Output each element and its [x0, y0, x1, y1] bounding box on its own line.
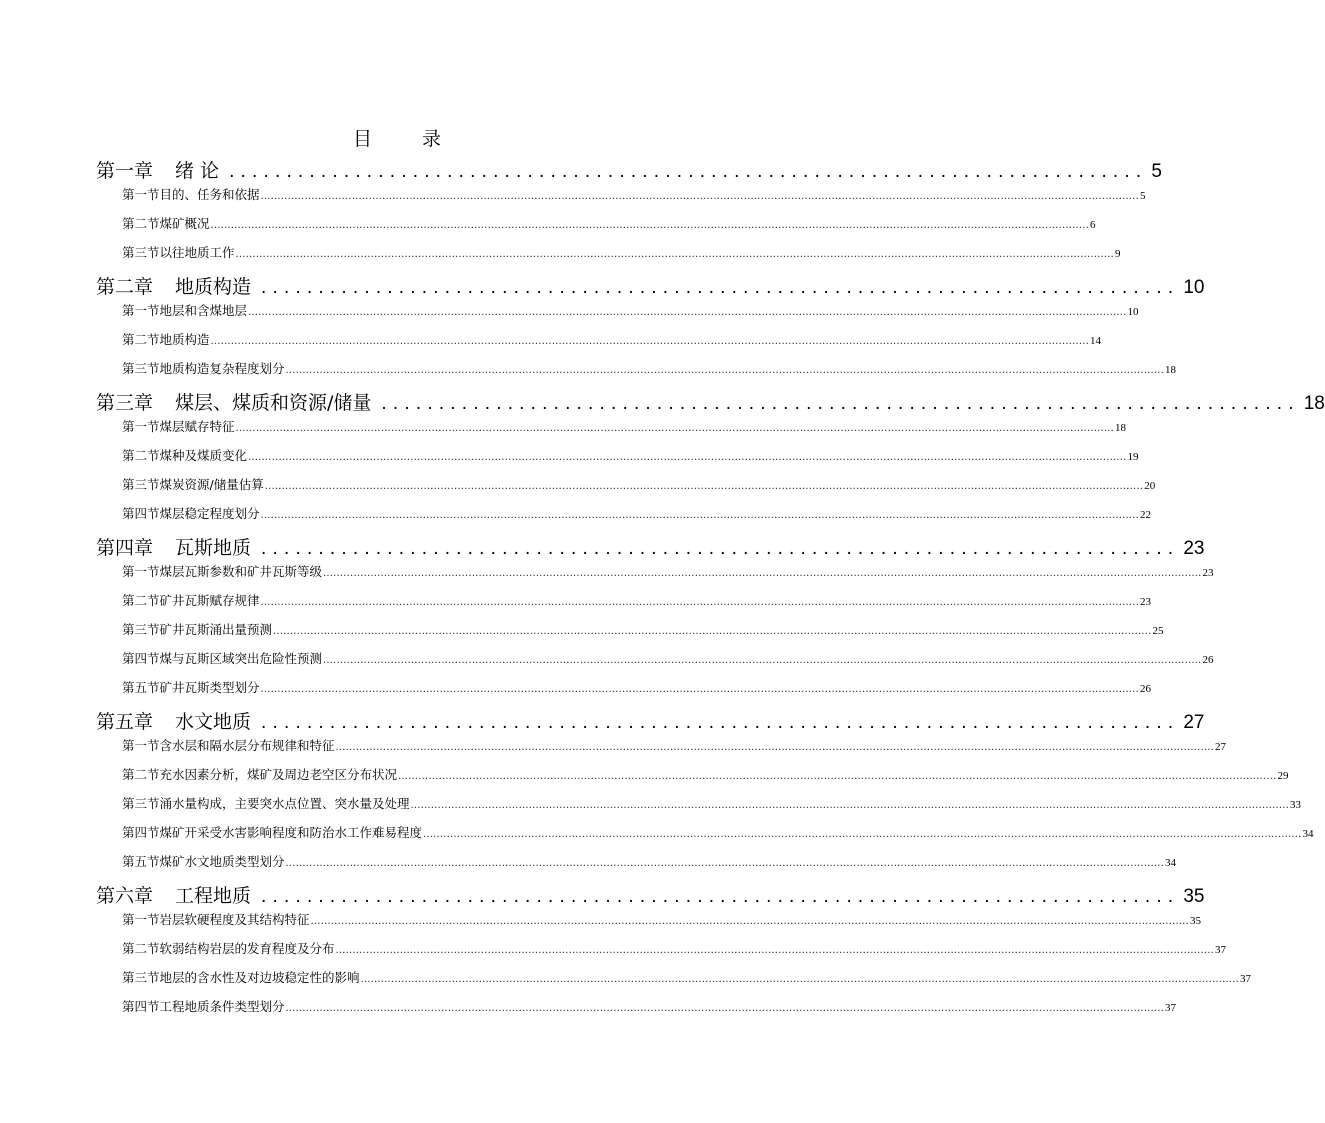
chapter-label: 第六章 — [96, 885, 154, 907]
section-entry[interactable] — [96, 243, 1121, 272]
section-index: 第二节 — [122, 767, 160, 782]
dot-leader: .................................................................................................................................................................................................................................................................... — [310, 916, 1189, 927]
dot-leader: .................................................................................................................................................................................................................................................................... — [260, 191, 1139, 202]
section-page-number: 34 — [1302, 828, 1314, 840]
chapter-entry[interactable] — [96, 156, 1162, 185]
section-index: 第四节 — [122, 506, 160, 521]
chapter-label: 第三章 — [96, 392, 154, 414]
section-title: 地层和含煤地层 — [159, 303, 248, 318]
section-title: 煤矿水文地质类型划分 — [159, 854, 285, 869]
table-of-contents — [96, 156, 1325, 1026]
dot-leader: .................................................................................................................................................................................................................................................................... — [235, 423, 1114, 434]
toc-heading-char-1: 目 — [352, 128, 372, 150]
section-page-number: 5 — [1140, 190, 1146, 202]
section-page-number: 23 — [1202, 567, 1214, 579]
dot-leader: .................................................................................................................................................................................................................................................................... — [248, 452, 1127, 463]
section-entry[interactable] — [96, 214, 1096, 243]
section-title: 煤矿概况 — [159, 216, 210, 231]
dot-leader: ................................................................................ — [261, 712, 1180, 733]
section-entry[interactable] — [96, 446, 1139, 475]
dot-leader: .................................................................................................................................................................................................................................................................... — [210, 336, 1089, 347]
section-title: 矿井瓦斯赋存规律 — [159, 593, 260, 608]
section-entry[interactable] — [96, 591, 1151, 620]
section-page-number: 25 — [1152, 625, 1164, 637]
section-title: 煤炭资源/储量估算 — [159, 477, 264, 492]
section-page-number: 18 — [1165, 364, 1176, 376]
section-title: 目的、任务和依据 — [159, 187, 260, 202]
chapter-title: 煤层、煤质和资源/储量 — [175, 392, 372, 414]
chapter-page-number: 27 — [1183, 712, 1205, 733]
section-page-number: 9 — [1115, 248, 1121, 260]
section-entry[interactable] — [96, 301, 1139, 330]
dot-leader: .................................................................................................................................................................................................................................................................... — [273, 626, 1152, 637]
section-page-number: 37 — [1240, 973, 1251, 985]
chapter-title: 瓦斯地质 — [175, 537, 252, 559]
dot-leader: .................................................................................................................................................................................................................................................................... — [285, 1003, 1164, 1014]
chapter-entry[interactable] — [96, 881, 1205, 910]
section-index: 第四节 — [122, 825, 160, 840]
section-index: 第二节 — [122, 941, 160, 956]
section-entry[interactable] — [96, 968, 1251, 997]
section-index: 第三节 — [122, 970, 160, 985]
section-index: 第三节 — [122, 796, 160, 811]
section-entry[interactable] — [96, 939, 1226, 968]
chapter-title: 绪 论 — [175, 160, 220, 182]
dot-leader: .................................................................................................................................................................................................................................................................... — [335, 742, 1214, 753]
section-index: 第五节 — [122, 680, 160, 695]
section-page-number: 37 — [1165, 1002, 1176, 1014]
section-page-number: 23 — [1140, 596, 1151, 608]
section-entry[interactable] — [96, 185, 1146, 214]
section-title: 煤矿开采受水害影响程度和防治水工作难易程度 — [159, 825, 423, 840]
section-index: 第三节 — [122, 622, 160, 637]
dot-leader: .................................................................................................................................................................................................................................................................... — [260, 510, 1139, 521]
section-index: 第四节 — [122, 651, 160, 666]
chapter-page-number: 35 — [1183, 886, 1205, 907]
chapter-label: 第一章 — [96, 160, 154, 182]
chapter-page-number: 23 — [1183, 538, 1205, 559]
section-page-number: 34 — [1165, 857, 1176, 869]
dot-leader: .................................................................................................................................................................................................................................................................... — [410, 800, 1289, 811]
section-index: 第二节 — [122, 332, 160, 347]
section-title: 煤种及煤质变化 — [159, 448, 248, 463]
dot-leader: ................................................................................ — [261, 277, 1180, 298]
section-index: 第一节 — [122, 738, 160, 753]
section-index: 第二节 — [122, 448, 160, 463]
chapter-entry[interactable] — [96, 272, 1205, 301]
dot-leader: .................................................................................................................................................................................................................................................................... — [235, 249, 1114, 260]
section-index: 第五节 — [122, 854, 160, 869]
section-page-number: 19 — [1127, 451, 1139, 463]
section-title: 煤层稳定程度划分 — [159, 506, 260, 521]
dot-leader: .................................................................................................................................................................................................................................................................... — [264, 481, 1144, 492]
section-title: 以往地质工作 — [159, 245, 235, 260]
dot-leader: .................................................................................................................................................................................................................................................................... — [323, 568, 1202, 579]
section-page-number: 6 — [1090, 219, 1096, 231]
section-page-number: 18 — [1115, 422, 1126, 434]
dot-leader: .................................................................................................................................................................................................................................................................... — [210, 220, 1089, 231]
dot-leader: .................................................................................................................................................................................................................................................................... — [260, 684, 1139, 695]
section-entry[interactable] — [96, 910, 1201, 939]
section-page-number: 20 — [1144, 480, 1156, 492]
section-title: 软弱结构岩层的发育程度及分布 — [159, 941, 335, 956]
section-title: 地质构造 — [159, 332, 210, 347]
toc-heading-char-2: 录 — [422, 128, 442, 150]
dot-leader: ................................................................................ — [261, 886, 1180, 907]
section-title: 岩层软硬程度及其结构特征 — [159, 912, 310, 927]
section-entry[interactable] — [96, 736, 1226, 765]
section-title: 煤与瓦斯区域突出危险性预测 — [159, 651, 323, 666]
dot-leader: ................................................................................ — [261, 538, 1180, 559]
section-page-number: 27 — [1215, 741, 1226, 753]
chapter-entry[interactable] — [96, 388, 1325, 417]
section-index: 第二节 — [122, 216, 160, 231]
chapter-label: 第四章 — [96, 537, 154, 559]
section-entry[interactable] — [96, 678, 1151, 707]
section-title: 工程地质条件类型划分 — [159, 999, 285, 1014]
dot-leader: ................................................................................ — [381, 393, 1300, 414]
section-page-number: 37 — [1215, 944, 1226, 956]
chapter-label: 第五章 — [96, 711, 154, 733]
section-title: 煤层赋存特征 — [159, 419, 235, 434]
section-title: 地层的含水性及对边坡稳定性的影响 — [159, 970, 360, 985]
section-title: 煤层瓦斯参数和矿井瓦斯等级 — [159, 564, 323, 579]
section-entry[interactable] — [96, 794, 1301, 823]
section-page-number: 22 — [1140, 509, 1151, 521]
section-title: 涌水量构成，主要突水点位置、突水量及处理 — [159, 796, 410, 811]
section-title: 地质构造复杂程度划分 — [159, 361, 285, 376]
dot-leader: .................................................................................................................................................................................................................................................................... — [248, 307, 1127, 318]
dot-leader: .................................................................................................................................................................................................................................................................... — [260, 597, 1139, 608]
section-page-number: 14 — [1090, 335, 1101, 347]
chapter-title: 地质构造 — [175, 276, 252, 298]
dot-leader: .................................................................................................................................................................................................................................................................... — [285, 365, 1164, 376]
section-entry[interactable] — [96, 823, 1314, 852]
section-entry[interactable] — [96, 649, 1214, 678]
section-entry[interactable] — [96, 997, 1176, 1026]
section-index: 第四节 — [122, 999, 160, 1014]
section-entry[interactable] — [96, 620, 1164, 649]
section-page-number: 26 — [1202, 654, 1214, 666]
dot-leader: .................................................................................................................................................................................................................................................................... — [335, 945, 1214, 956]
section-index: 第二节 — [122, 593, 160, 608]
section-entry[interactable] — [96, 417, 1126, 446]
section-page-number: 35 — [1190, 915, 1201, 927]
section-index: 第一节 — [122, 303, 160, 318]
chapter-title: 水文地质 — [175, 711, 252, 733]
toc-heading — [0, 124, 794, 151]
section-title: 充水因素分析，煤矿及周边老空区分布状况 — [159, 767, 398, 782]
chapter-title: 工程地质 — [175, 885, 252, 907]
section-page-number: 29 — [1277, 770, 1289, 782]
dot-leader: .................................................................................................................................................................................................................................................................... — [398, 771, 1277, 782]
dot-leader: .................................................................................................................................................................................................................................................................... — [285, 858, 1164, 869]
section-index: 第一节 — [122, 564, 160, 579]
section-index: 第三节 — [122, 361, 160, 376]
chapter-entry[interactable] — [96, 707, 1205, 736]
chapter-page-number: 18 — [1303, 393, 1325, 414]
section-title: 矿井瓦斯涌出量预测 — [159, 622, 273, 637]
section-entry[interactable] — [96, 852, 1176, 881]
chapter-label: 第二章 — [96, 276, 154, 298]
chapter-page-number: 10 — [1183, 277, 1205, 298]
chapter-page-number: 5 — [1151, 161, 1162, 182]
dot-leader: .................................................................................................................................................................................................................................................................... — [323, 655, 1202, 666]
section-entry[interactable] — [96, 562, 1214, 591]
section-page-number: 26 — [1140, 683, 1151, 695]
section-title: 矿井瓦斯类型划分 — [159, 680, 260, 695]
section-entry[interactable] — [96, 765, 1289, 794]
section-entry[interactable] — [96, 359, 1176, 388]
dot-leader: .................................................................................................................................................................................................................................................................... — [423, 829, 1302, 840]
section-index: 第三节 — [122, 477, 160, 492]
section-index: 第一节 — [122, 419, 160, 434]
dot-leader: ................................................................................ — [229, 161, 1148, 182]
section-page-number: 10 — [1127, 306, 1139, 318]
section-entry[interactable] — [96, 504, 1151, 533]
chapter-entry[interactable] — [96, 533, 1205, 562]
section-entry[interactable] — [96, 475, 1156, 504]
dot-leader: .................................................................................................................................................................................................................................................................... — [360, 974, 1239, 985]
section-index: 第一节 — [122, 912, 160, 927]
section-page-number: 33 — [1290, 799, 1301, 811]
section-index: 第一节 — [122, 187, 160, 202]
section-entry[interactable] — [96, 330, 1101, 359]
section-index: 第三节 — [122, 245, 160, 260]
section-title: 含水层和隔水层分布规律和特征 — [159, 738, 335, 753]
